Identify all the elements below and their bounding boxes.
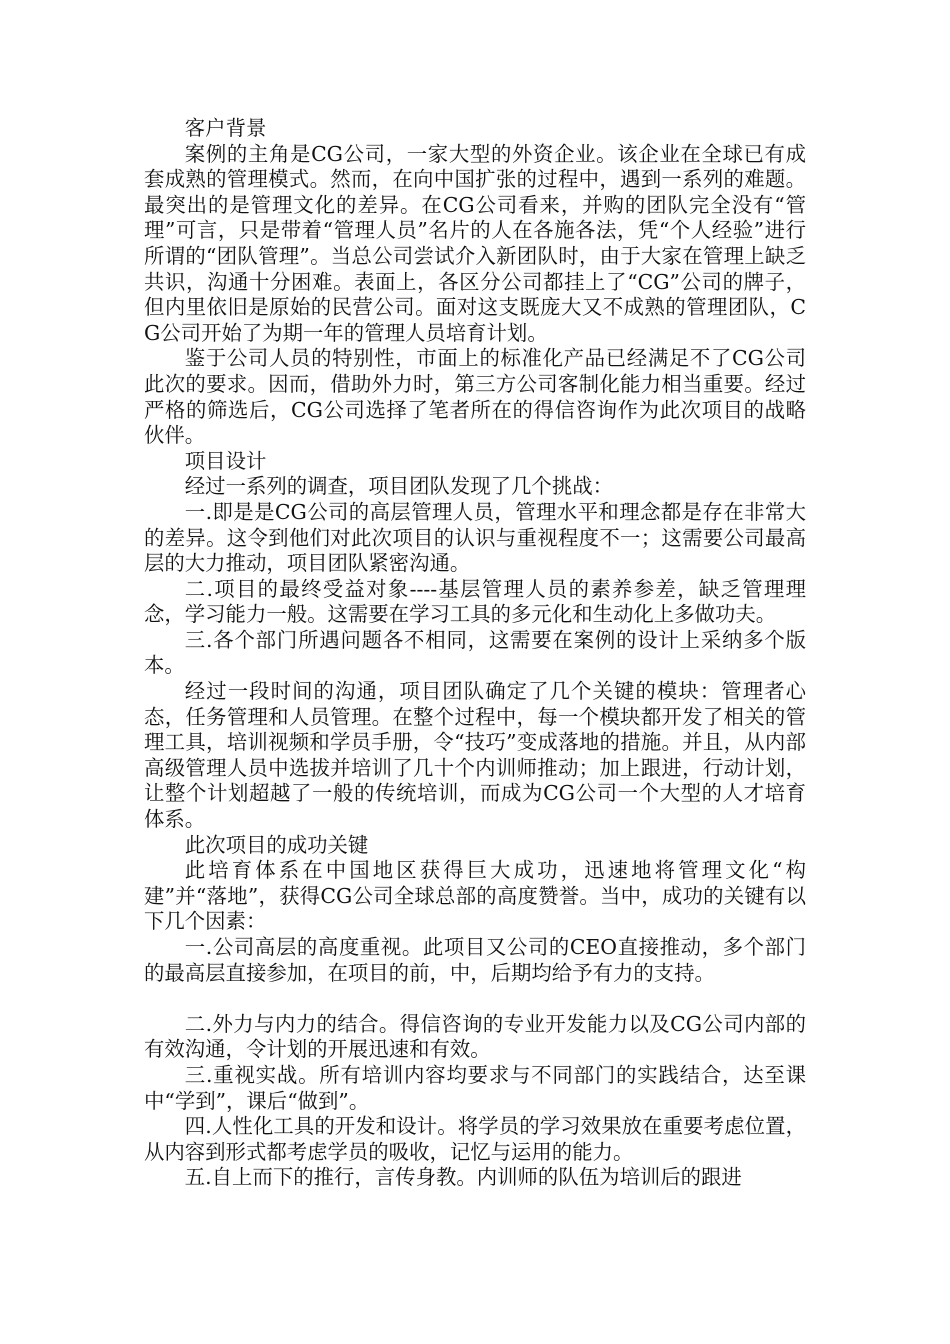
paragraph-background-2: 鉴于公司人员的特别性，市面上的标准化产品已经满足不了CG公司此次的要求。因而，借助外力时，第三方公司客制化能力相当重要。经过严格的筛选后，CG公司选择了笔者所在的得信咨询作为此次项目的战略伙伴。	[144, 346, 806, 448]
paragraph-success-5: 五.自上而下的推行，言传身教。内训师的队伍为培训后的跟进	[184, 1165, 742, 1190]
section-heading-customer-background: 客户背景	[184, 116, 267, 140]
paragraph-success-3: 三.重视实战。所有培训内容均要求与不同部门的实践结合，达至课中“学到”，课后“做到”。	[144, 1062, 806, 1113]
paragraph-modules: 经过一段时间的沟通，项目团队确定了几个关键的模块：管理者心态，任务管理和人员管理。在整个过程中，每一个模块都开发了相关的管理工具，培训视频和学员手册，令“技巧”变成落地的措施。并且，从内部高级管理人员中选拔并培训了几十个内训师推动；加上跟进，行动计划，让整个计划超越了一般的传统培训，而成为CG公司一个大型的人才培育体系。	[144, 679, 806, 832]
paragraph-success-intro: 此培育体系在中国地区获得巨大成功，迅速地将管理文化“构建”并“落地”，获得CG公司全球总部的高度赞誉。当中，成功的关键有以下几个因素：	[144, 858, 806, 934]
paragraph-success-1: 一.公司高层的高度重视。此项目又公司的CEO直接推动，多个部门的最高层直接参加，在项目的前，中，后期均给予有力的支持。	[144, 935, 806, 985]
paragraph-challenge-3: 三.各个部门所遇问题各不相同，这需要在案例的设计上采纳多个版本。	[144, 627, 806, 678]
paragraph-challenge-1: 一.即是是CG公司的高层管理人员，管理水平和理念都是存在非常大的差异。这令到他们对此次项目的认识与重视程度不一；这需要公司最高层的大力推动，项目团队紧密沟通。	[144, 499, 806, 576]
document-page	[144, 116, 806, 1191]
paragraph-success-2: 二.外力与内力的结合。得信咨询的专业开发能力以及CG公司内部的有效沟通，令计划的开展迅速和有效。	[144, 1011, 806, 1062]
paragraph-challenge-2: 二.项目的最终受益对象----基层管理人员的素养参差，缺乏管理理念，学习能力一般。这需要在学习工具的多元化和生动化上多做功夫。	[144, 576, 806, 627]
paragraph-success-4: 四.人性化工具的开发和设计。将学员的学习效果放在重要考虑位置，从内容到形式都考虑学员的吸收，记忆与运用的能力。	[144, 1114, 806, 1164]
section-heading-project-design: 项目设计	[184, 448, 267, 473]
blank-line	[144, 986, 806, 1012]
paragraph-design-intro: 经过一系列的调查，项目团队发现了几个挑战：	[184, 474, 613, 499]
section-heading-success-keys: 此次项目的成功关键	[184, 832, 369, 857]
paragraph-background-1: 案例的主角是CG公司，一家大型的外资企业。该企业在全球已有成套成熟的管理模式。然而，在向中国扩张的过程中，遇到一系列的难题。最突出的是管理文化的差异。在CG公司看来，并购的团队完全没有“管理”可言，只是带着“管理人员”名片的人在各施各法，凭“个人经验”进行所谓的“团队管理”。当总公司尝试介入新团队时，由于大家在管理上缺乏共识，沟通十分困难。表面上，各区分公司都挂上了“CG”公司的牌子，但内里依旧是原始的民营公司。面对这支既庞大又不成熟的管理团队，CG公司开始了为期一年的管理人员培育计划。	[144, 141, 806, 345]
